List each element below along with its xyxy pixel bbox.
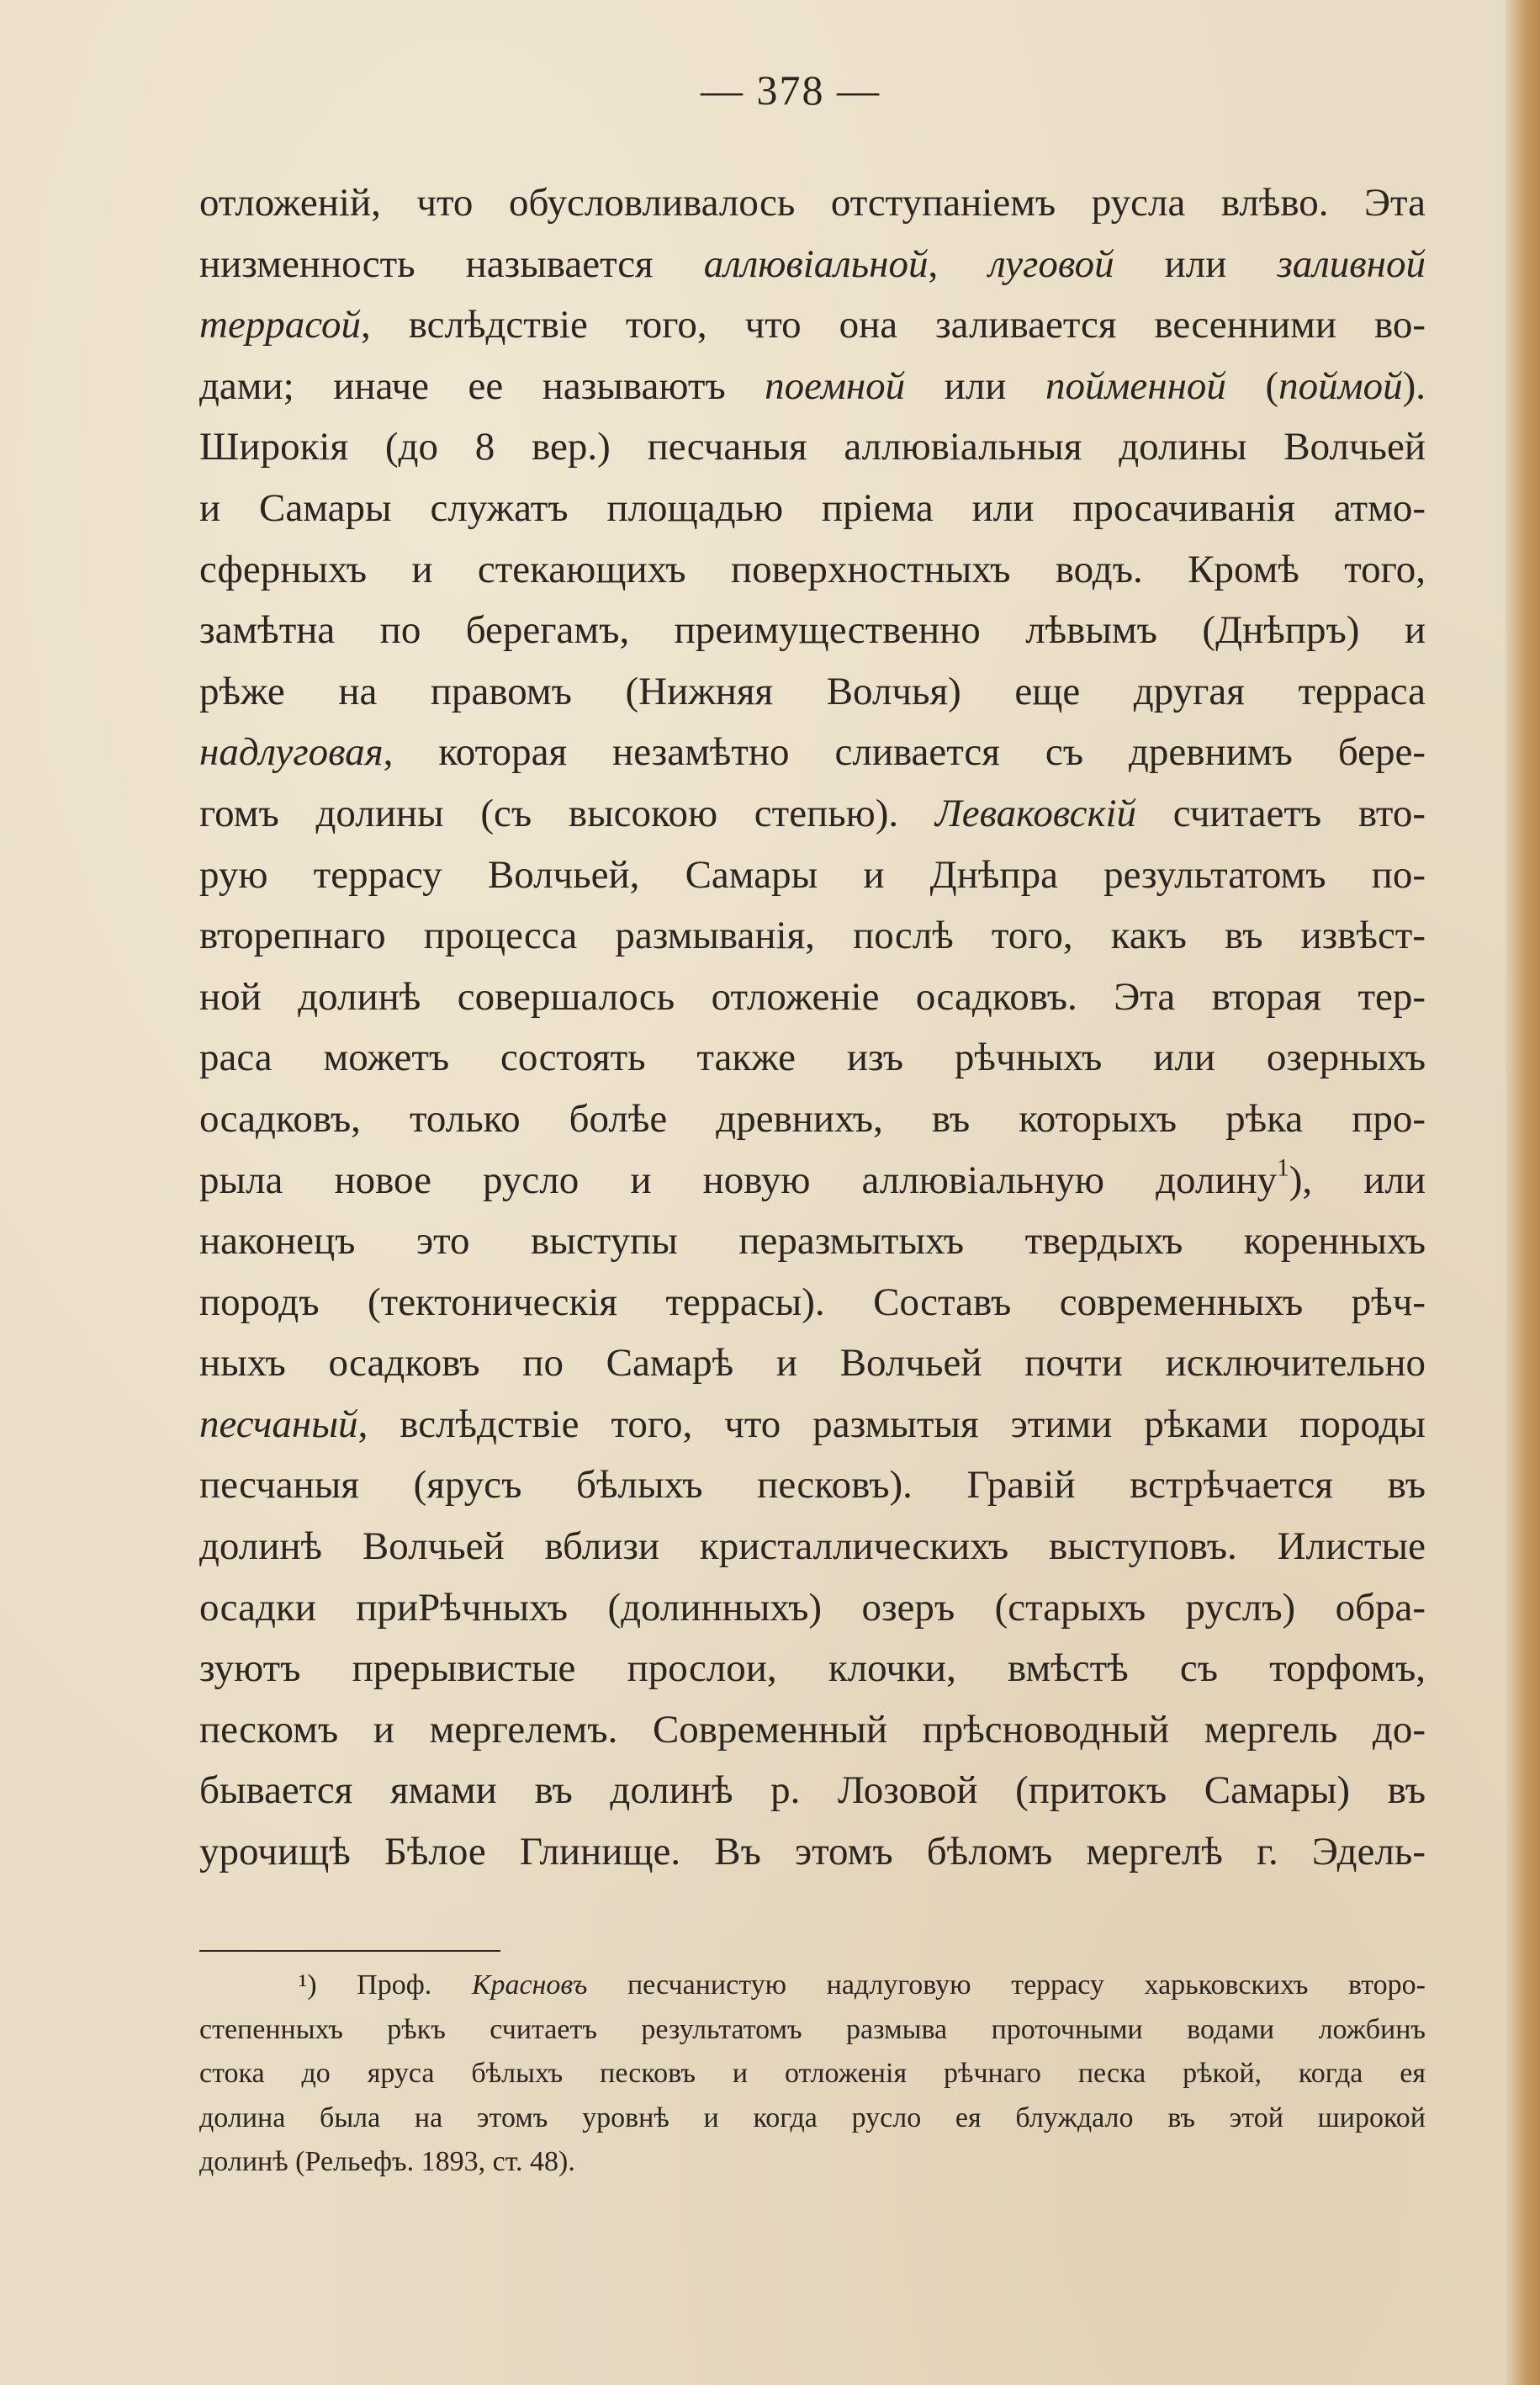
body-line <box>199 722 1426 783</box>
body-line <box>199 172 1426 234</box>
text-run: наконецъ это выступы перазмытыхъ твердыхъ коренныхъ <box>199 1219 1426 1264</box>
text-run: степенныхъ рѣкъ считаетъ результатомъ размыва проточными водами ложбинъ <box>199 2013 1426 2045</box>
body-line <box>199 294 1426 356</box>
italic-term: Красновъ <box>471 1969 588 2001</box>
body-line <box>199 783 1426 845</box>
text-run: осадковъ, только болѣе древнихъ, въ которыхъ рѣка про- <box>199 1096 1426 1141</box>
text-run: ), или <box>1289 1158 1426 1202</box>
italic-term: заливной <box>1277 241 1426 286</box>
text-run: считаетъ вто- <box>1136 791 1426 835</box>
footnote-line <box>199 2008 1426 2053</box>
text-run: рую террасу Волчьей, Самары и Днѣпра результатомъ по- <box>199 852 1426 897</box>
body-line <box>199 1089 1426 1150</box>
italic-term: поемной <box>765 363 906 408</box>
body-line <box>199 1699 1426 1761</box>
body-line <box>199 1272 1426 1333</box>
body-text <box>199 172 1426 1883</box>
text-run: , вслѣдствіе того, что размытыя этими рѣками породы <box>357 1402 1426 1446</box>
text-run: ныхъ осадковъ по Самарѣ и Волчьей почти исключительно <box>199 1341 1426 1386</box>
body-line <box>199 1760 1426 1821</box>
italic-term: Леваковскій <box>934 791 1137 835</box>
text-run: дами; иначе ее называютъ <box>199 363 765 408</box>
footnote-line <box>199 2140 1426 2185</box>
body-line <box>199 1516 1426 1577</box>
body-line <box>199 416 1426 478</box>
text-run: вторепнаго процесса размыванія, послѣ того, какъ въ извѣст- <box>199 914 1426 958</box>
text-run: стока до яруса бѣлыхъ песковъ и отложенія рѣчнаго песка рѣкой, когда ея <box>199 2058 1426 2089</box>
italic-term: террасой <box>199 303 361 347</box>
text-run: ¹) Проф. <box>299 1969 472 2001</box>
body-line <box>199 1333 1426 1394</box>
text-run: рыла новое русло и новую аллювіальную долину <box>199 1158 1278 1202</box>
text-run: породъ (тектоническія террасы). Составъ современныхъ рѣч- <box>199 1280 1426 1324</box>
body-line <box>199 1638 1426 1699</box>
body-line <box>199 1211 1426 1272</box>
footnotes <box>199 1964 1426 2185</box>
text-run: бывается ямами въ долинѣ р. Лозовой (притокъ Самары) въ <box>199 1768 1426 1813</box>
text-run: и Самары служатъ площадью пріема или просачиванія атмо- <box>199 485 1426 530</box>
body-line <box>199 1394 1426 1455</box>
body-line <box>199 1577 1426 1639</box>
text-run: долинѣ Волчьей вблизи кристаллическихъ выступовъ. Илистые <box>199 1524 1426 1569</box>
text-run: Широкія (до 8 вер.) песчаныя аллювіальныя долины Волчьей <box>199 425 1426 469</box>
body-line <box>199 1821 1426 1883</box>
text-run: долинѣ (Рельефъ. 1893, ст. 48). <box>199 2146 575 2177</box>
italic-term: луговой <box>988 241 1114 286</box>
text-run: ). <box>1402 363 1426 408</box>
text-run: урочищѣ Бѣлое Глинище. Въ этомъ бѣломъ мергелѣ г. Эдель- <box>199 1830 1426 1874</box>
text-run: отложеній, что обусловливалось отступаніемъ русла влѣво. Эта <box>199 181 1426 225</box>
text-run: , вслѣдствіе того, что она заливается весенними во- <box>361 303 1426 347</box>
page-edge-shadow <box>1506 0 1540 2385</box>
text-run: или <box>1114 241 1278 286</box>
footnote-line <box>199 1964 1426 2008</box>
body-line <box>199 1455 1426 1516</box>
text-run: гомъ долины (съ высокою степью). <box>199 791 935 835</box>
footnote-line <box>199 2052 1426 2096</box>
text-run: зуютъ прерывистые прослои, клочки, вмѣстѣ съ торфомъ, <box>199 1646 1426 1691</box>
text-run: рѣже на правомъ (Нижняя Волчья) еще другая терраса <box>199 669 1426 713</box>
italic-term: пойменной <box>1045 363 1226 408</box>
body-line <box>199 1027 1426 1089</box>
text-run: песчаныя (ярусъ бѣлыхъ песковъ). Гравій встрѣчается въ <box>199 1463 1426 1508</box>
text-run: песчанистую надлуговую террасу харьковскихъ второ- <box>587 1969 1426 2001</box>
italic-term: песчаный <box>199 1402 358 1446</box>
italic-term: поймой <box>1278 363 1403 408</box>
body-line <box>199 1150 1426 1211</box>
text-run: , которая незамѣтно сливается съ древнимъ бере- <box>383 730 1426 775</box>
body-line <box>199 661 1426 723</box>
text-run: сферныхъ и стекающихъ поверхностныхъ водъ. Кромѣ того, <box>199 547 1426 591</box>
body-line <box>199 845 1426 906</box>
footnote-separator <box>199 1950 500 1952</box>
text-run: , <box>928 241 989 286</box>
text-run: или <box>905 363 1045 408</box>
text-run: долина была на этомъ уровнѣ и когда русло ея блуждало въ этой широкой <box>199 2101 1426 2133</box>
text-run: ной долинѣ совершалось отложеніе осадковъ. Эта вторая тер- <box>199 974 1426 1019</box>
body-line <box>199 600 1426 661</box>
text-run: замѣтна по берегамъ, преимущественно лѣвымъ (Днѣпръ) и <box>199 608 1426 653</box>
page-number: — 378 — <box>701 66 881 114</box>
body-line <box>199 234 1426 295</box>
text-run: осадки приРѣчныхъ (долинныхъ) озеръ (старыхъ руслъ) обра- <box>199 1585 1426 1630</box>
body-line <box>199 967 1426 1028</box>
italic-term: аллювіальной <box>703 241 929 286</box>
body-line <box>199 356 1426 417</box>
text-run: раса можетъ состоять также изъ рѣчныхъ или озерныхъ <box>199 1036 1426 1080</box>
text-run: пескомъ и мергелемъ. Современный прѣсноводный мергель до- <box>199 1707 1426 1752</box>
text-run: низменность называется <box>199 241 704 286</box>
footnote-line <box>199 2096 1426 2141</box>
italic-term: надлуговая <box>199 730 384 775</box>
footnote-marker: 1 <box>1277 1154 1289 1182</box>
body-line <box>199 478 1426 539</box>
text-run: ( <box>1225 363 1279 408</box>
body-line <box>199 905 1426 967</box>
body-line <box>199 539 1426 601</box>
